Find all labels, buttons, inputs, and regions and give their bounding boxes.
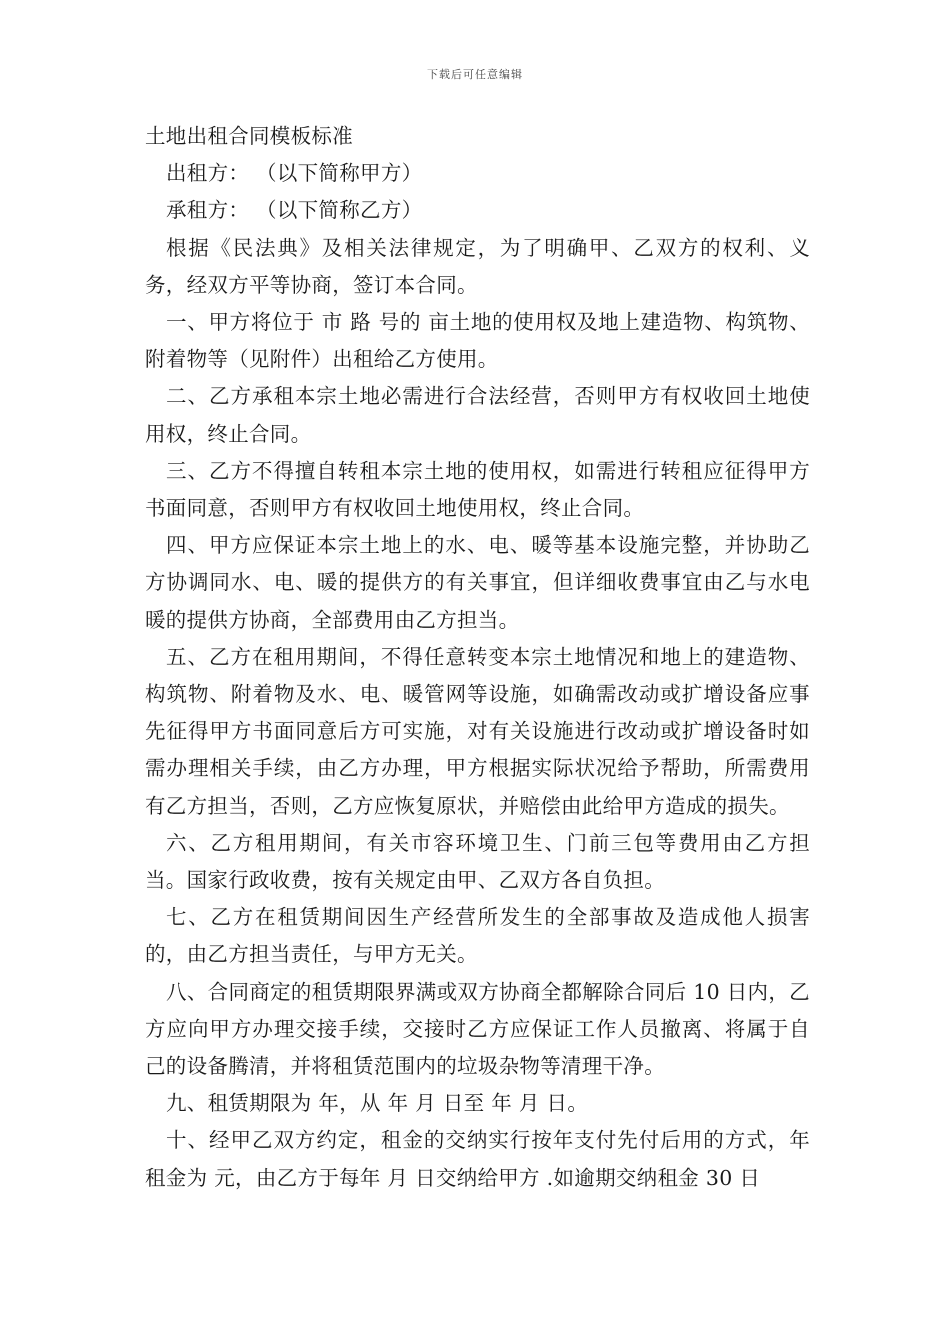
clause-1: 一、甲方将位于 市 路 号的 亩土地的使用权及地上建造物、构筑物、附着物等（见附件）出租给乙方使用。 — [145, 310, 810, 372]
clause-3: 三、乙方不得擅自转租本宗土地的使用权，如需进行转租应征得甲方书面同意，否则甲方有权收回土地使用权，终止合同。 — [145, 458, 810, 521]
document-title: 土地出租合同模板标准 — [145, 124, 353, 148]
document-body — [145, 118, 810, 1197]
clause-5: 五、乙方在租用期间，不得任意转变本宗土地情况和地上的建造物、构筑物、附着物及水、电、暖管网等设施，如确需改动或扩增设备应事先征得甲方书面同意后方可实施，对有关设施进行改动或扩增设备时如需办理相关手续，由乙方办理，甲方根据实际状况给予帮助，所需费用有乙方担当，否则，乙方应恢复原状，并赔偿由此给甲方造成的损失。 — [145, 644, 810, 818]
clause-2: 二、乙方承租本宗土地必需进行合法经营，否则甲方有权收回土地使用权，终止合同。 — [145, 384, 810, 446]
clause-10: 十、经甲乙双方约定，租金的交纳实行按年支付先付后用的方式，年租金为 元，由乙方于每年 月 日交纳给甲方 .如逾期交纳租金 30 日 — [145, 1128, 810, 1190]
clause-7: 七、乙方在租赁期间因生产经营所发生的全部事故及造成他人损害的，由乙方担当责任，与甲方无关。 — [145, 905, 810, 967]
preamble-paragraph: 根据《民法典》及相关法律规定，为了明确甲、乙双方的权利、义务，经双方平等协商，签订本合同。 — [145, 235, 810, 297]
clause-6: 六、乙方租用期间，有关市容环境卫生、门前三包等费用由乙方担当。国家行政收费，按有关规定由甲、乙双方各自负担。 — [145, 830, 810, 893]
lessee-line: 承租方： （以下简称乙方） — [166, 198, 423, 223]
lessor-line: 出租方： （以下简称甲方） — [166, 161, 423, 186]
clause-8: 八、合同商定的租赁期限界满或双方协商全都解除合同后 10 日内，乙方应向甲方办理交接手续，交接时乙方应保证工作人员撤离、将属于自己的设备腾清，并将租赁范围内的垃圾杂物等清理干净。 — [145, 979, 810, 1079]
clause-9: 九、租赁期限为 年，从 年 月 日至 年 月 日。 — [166, 1091, 589, 1116]
header-note: 下载后可任意编辑 — [427, 68, 523, 81]
clause-4: 四、甲方应保证本宗土地上的水、电、暖等基本设施完整，并协助乙方协调同水、电、暖的提供方的有关事宜，但详细收费事宜由乙与水电暖的提供方协商，全部费用由乙方担当。 — [145, 533, 810, 632]
